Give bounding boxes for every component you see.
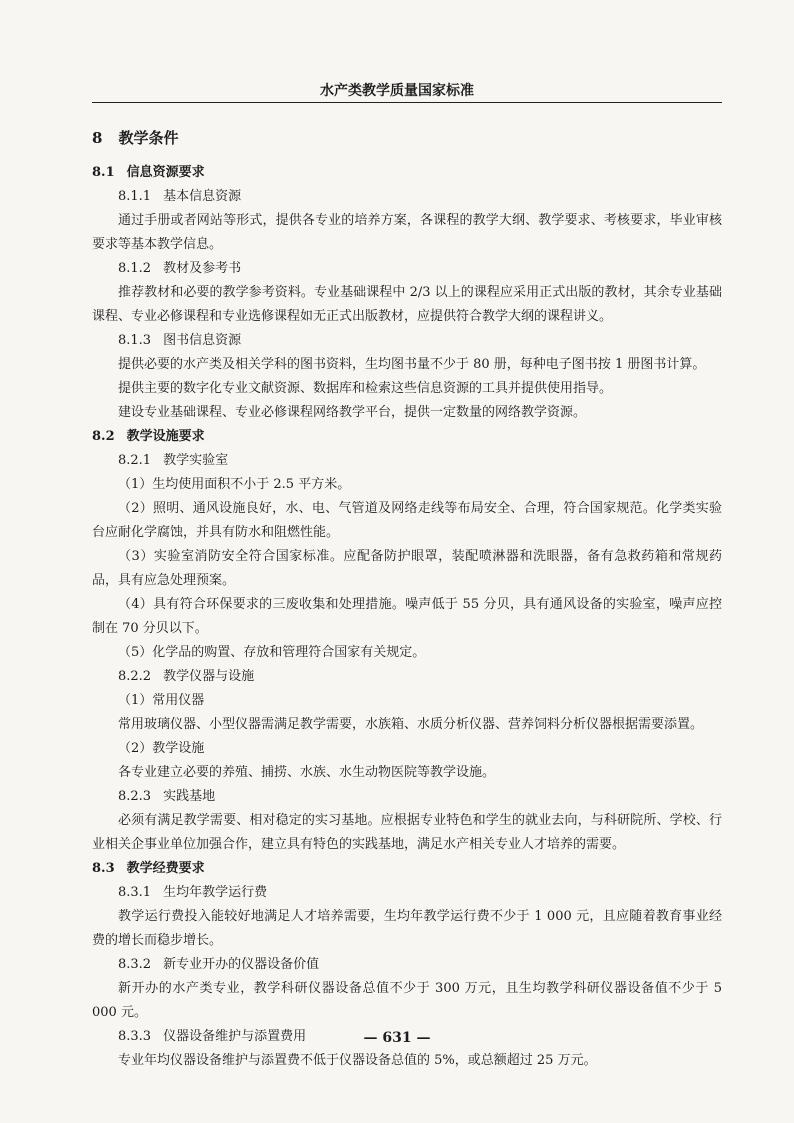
paragraph: 必须有满足教学需要、相对稳定的实习基地。应根据专业特色和学生的就业去向，与科研院所、学校、行业相关企事业单位加强合作，建立具有特色的实践基地，满足水产相关专业人才培养的需要。 (92, 813, 722, 852)
subsubsection-heading (92, 785, 722, 809)
heading-title: 新专业开办的仪器设备价值 (163, 957, 320, 972)
paragraph: 提供主要的数字化专业文献资源、数据库和检索这些信息资源的工具并提供使用指导。 (118, 381, 613, 396)
heading-number: 8.3 (92, 861, 115, 876)
subsubsection-heading (92, 665, 722, 689)
heading-number: 8.3.1 (118, 885, 152, 900)
paragraph: 通过手册或者网站等形式，提供各专业的培养方案，各课程的教学大纲、教学要求、考核要求，毕业审核要求等基本教学信息。 (92, 213, 722, 252)
heading-title: 教学经费要求 (126, 861, 205, 876)
subsubsection-heading (92, 881, 722, 905)
list-item: （2）照明、通风设施良好，水、电、气管道及网络走线等布局安全、合理，符合国家规范。化学类实验台应耐化学腐蚀，并具有防水和阻燃性能。 (92, 501, 722, 540)
heading-title: 生均年教学运行费 (163, 885, 268, 900)
heading-number: 8.1.3 (118, 333, 152, 348)
page-number: — 631 — (363, 1030, 431, 1046)
paragraph: 常用玻璃仪器、小型仪器需满足教学需要，水族箱、水质分析仪器、营养饲料分析仪器根据需要添置。 (118, 717, 704, 732)
heading-number: 8.3.2 (118, 957, 152, 972)
heading-title: 信息资源要求 (126, 165, 205, 180)
list-item: （5）化学品的购置、存放和管理符合国家有关规定。 (118, 645, 426, 660)
list-subheading: （2）教学设施 (118, 741, 205, 756)
heading-number: 8.1 (92, 165, 115, 180)
heading-title: 教学实验室 (163, 453, 229, 468)
section-title: 教学条件 (118, 129, 179, 147)
section-number: 8 (92, 129, 103, 147)
subsubsection-heading (92, 257, 722, 281)
heading-number: 8.1.2 (118, 261, 152, 276)
list-item: （3）实验室消防安全符合国家标准。应配备防护眼罩，装配喷淋器和洗眼器，备有急救药箱和常规药品，具有应急处理预案。 (92, 549, 722, 588)
paragraph: 专业年均仪器设备维护与添置费不低于仪器设备总值的 5%，或总额超过 25 万元。 (118, 1053, 597, 1068)
heading-title: 基本信息资源 (163, 189, 242, 204)
subsection-heading (92, 857, 722, 881)
list-item: （4）具有符合环保要求的三废收集和处理措施。噪声低于 55 分贝，具有通风设备的实验室，噪声应控制在 70 分贝以下。 (92, 597, 722, 636)
heading-title: 实践基地 (163, 789, 216, 804)
subsubsection-heading (92, 953, 722, 977)
heading-title: 教材及参考书 (163, 261, 242, 276)
heading-number: 8.2.2 (118, 669, 152, 684)
paragraph: 建设专业基础课程、专业必修课程网络教学平台，提供一定数量的网络教学资源。 (118, 405, 587, 420)
heading-number: 8.2.1 (118, 453, 152, 468)
header-rule (92, 102, 722, 103)
list-item: （1）生均使用面积不小于 2.5 平方米。 (118, 477, 351, 492)
heading-title: 教学仪器与设施 (163, 669, 255, 684)
heading-title: 图书信息资源 (163, 333, 242, 348)
heading-number: 8.1.1 (118, 189, 152, 204)
paragraph: 提供必要的水产类及相关学科的图书资料，生均图书量不少于 80 册，每种电子图书按 1 册图书计算。 (118, 357, 706, 372)
heading-number: 8.3.3 (118, 1029, 152, 1044)
subsubsection-heading (92, 329, 722, 353)
paragraph: 教学运行费投入能较好地满足人才培养需要，生均年教学运行费不少于 1 000 元，且应随着教育事业经费的增长而稳步增长。 (92, 909, 722, 948)
subsubsection-heading (92, 449, 722, 473)
subsection-heading (92, 425, 722, 449)
heading-title: 仪器设备维护与添置费用 (163, 1029, 307, 1044)
section-heading (92, 126, 722, 150)
heading-title: 教学设施要求 (126, 429, 205, 444)
heading-number: 8.2 (92, 429, 115, 444)
subsubsection-heading (92, 185, 722, 209)
subsection-heading (92, 161, 722, 185)
heading-number: 8.2.3 (118, 789, 152, 804)
running-header: 水产类教学质量国家标准 (320, 83, 474, 99)
paragraph: 推荐教材和必要的教学参考资料。专业基础课程中 2/3 以上的课程应采用正式出版的教材，其余专业基础课程、专业必修课程和专业选修课程如无正式出版教材，应提供符合教学大纲的课程讲义。 (92, 285, 722, 324)
paragraph: 新开办的水产类专业，教学科研仪器设备总值不少于 300 万元，且生均教学科研仪器设备值不少于 5 000 元。 (92, 981, 722, 1020)
list-subheading: （1）常用仪器 (118, 693, 205, 708)
paragraph: 各专业建立必要的养殖、捕捞、水族、水生动物医院等教学设施。 (118, 765, 496, 780)
page-body (92, 126, 722, 1073)
